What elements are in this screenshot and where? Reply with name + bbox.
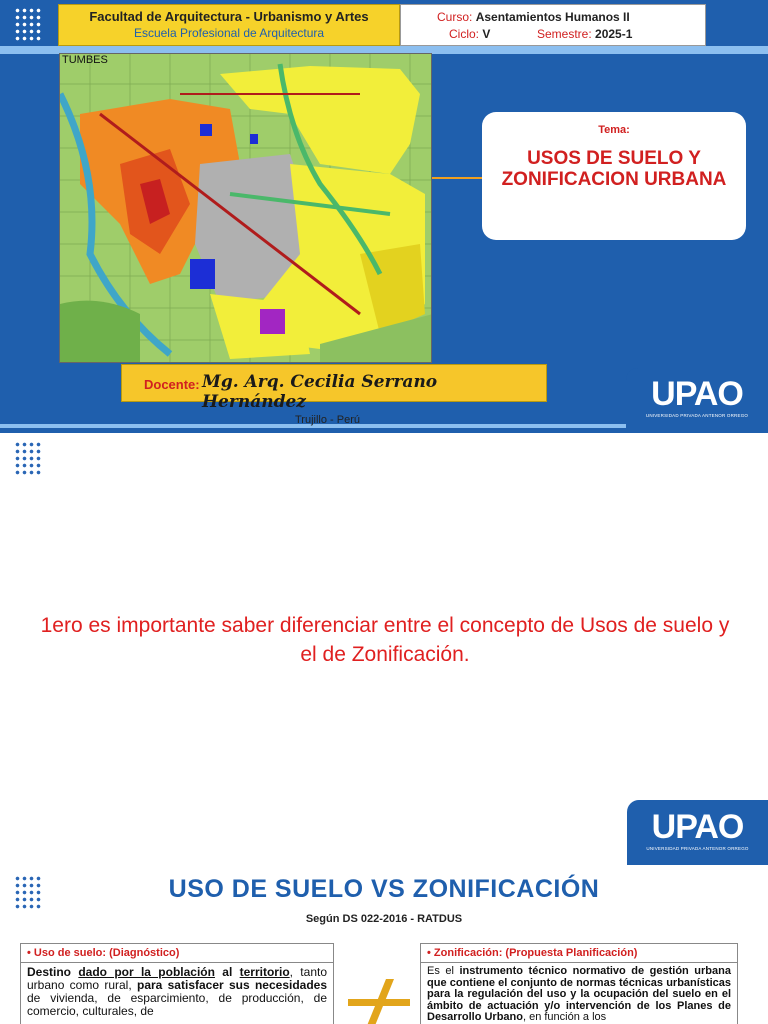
not-equal-icon <box>348 973 410 1024</box>
teacher-name: Mg. Arq. Cecilia Serrano Hernández <box>202 372 438 412</box>
logo-subtext: UNIVERSIDAD PRIVADA ANTENOR ORREGO <box>646 846 749 851</box>
semester-value: 2025-1 <box>595 27 633 41</box>
course-label: Curso: <box>437 10 473 24</box>
upao-logo <box>626 368 768 433</box>
logo-subtext: UNIVERSIDAD PRIVADA ANTENOR ORREGO <box>645 413 749 418</box>
course-value: Asentamientos Humanos II <box>475 10 630 24</box>
cover-slide <box>0 0 768 433</box>
logo-wordmark: UPAO <box>651 375 743 413</box>
teacher-banner <box>121 364 547 412</box>
upao-logo <box>627 800 768 867</box>
logo-wordmark: UPAO <box>651 808 744 846</box>
topic-label: Tema: <box>598 124 630 136</box>
zoning-box <box>420 943 738 1024</box>
topic-title: USOS DE SUELO Y ZONIFICACION URBANA <box>501 148 727 190</box>
faculty-name: Facultad de Arquitectura - Urbanismo y Artes <box>89 9 369 24</box>
intro-message: 1ero es importante saber diferenciar entre el concepto de Usos de suelo y el de Zonificación. <box>40 614 730 666</box>
zoning-map-graphic <box>60 54 432 363</box>
zoning-text: Es el instrumento técnico normativo de gestión urbana que contiene el conjunto de normas técnicas urbanísticas para la regulación del uso y la ocupación del suelo en el ámbito de actuación y/o intervención de los Planes de Desarrollo Urbano, en función a los <box>427 965 731 1023</box>
land-use-header: • Uso de suelo: (Diagnóstico) <box>21 944 333 963</box>
zoning-header: • Zonificación: (Propuesta Planificación) <box>421 944 737 963</box>
course-header <box>400 4 706 46</box>
location-text: Trujillo - Perú <box>295 414 360 426</box>
land-use-text: Destino dado por la población al territorio, tanto urbano como rural, para satisfacer sus necesidades de vivienda, de esparcimiento, de producción, de comercio, culturales, de <box>27 965 328 1018</box>
faculty-header <box>58 4 400 46</box>
land-use-box <box>20 943 334 1024</box>
comparison-slide <box>0 865 768 1024</box>
teacher-label: Docente: <box>144 377 200 392</box>
connector-line <box>432 177 482 179</box>
topic-card <box>482 112 746 240</box>
slide-title: USO DE SUELO VS ZONIFICACIÓN <box>168 875 600 903</box>
dot-grid-icon <box>14 441 42 475</box>
cycle-value: V <box>482 27 491 41</box>
semester-label: Semestre: <box>537 27 592 41</box>
map-city-label: TUMBES <box>62 54 108 66</box>
slide-subtitle: Según DS 022-2016 - RATDUS <box>305 913 463 925</box>
zoning-map-image <box>59 53 432 363</box>
school-name: Escuela Profesional de Arquitectura <box>133 26 325 40</box>
cycle-label: Ciclo: <box>449 27 480 41</box>
dot-grid-icon <box>14 7 42 41</box>
